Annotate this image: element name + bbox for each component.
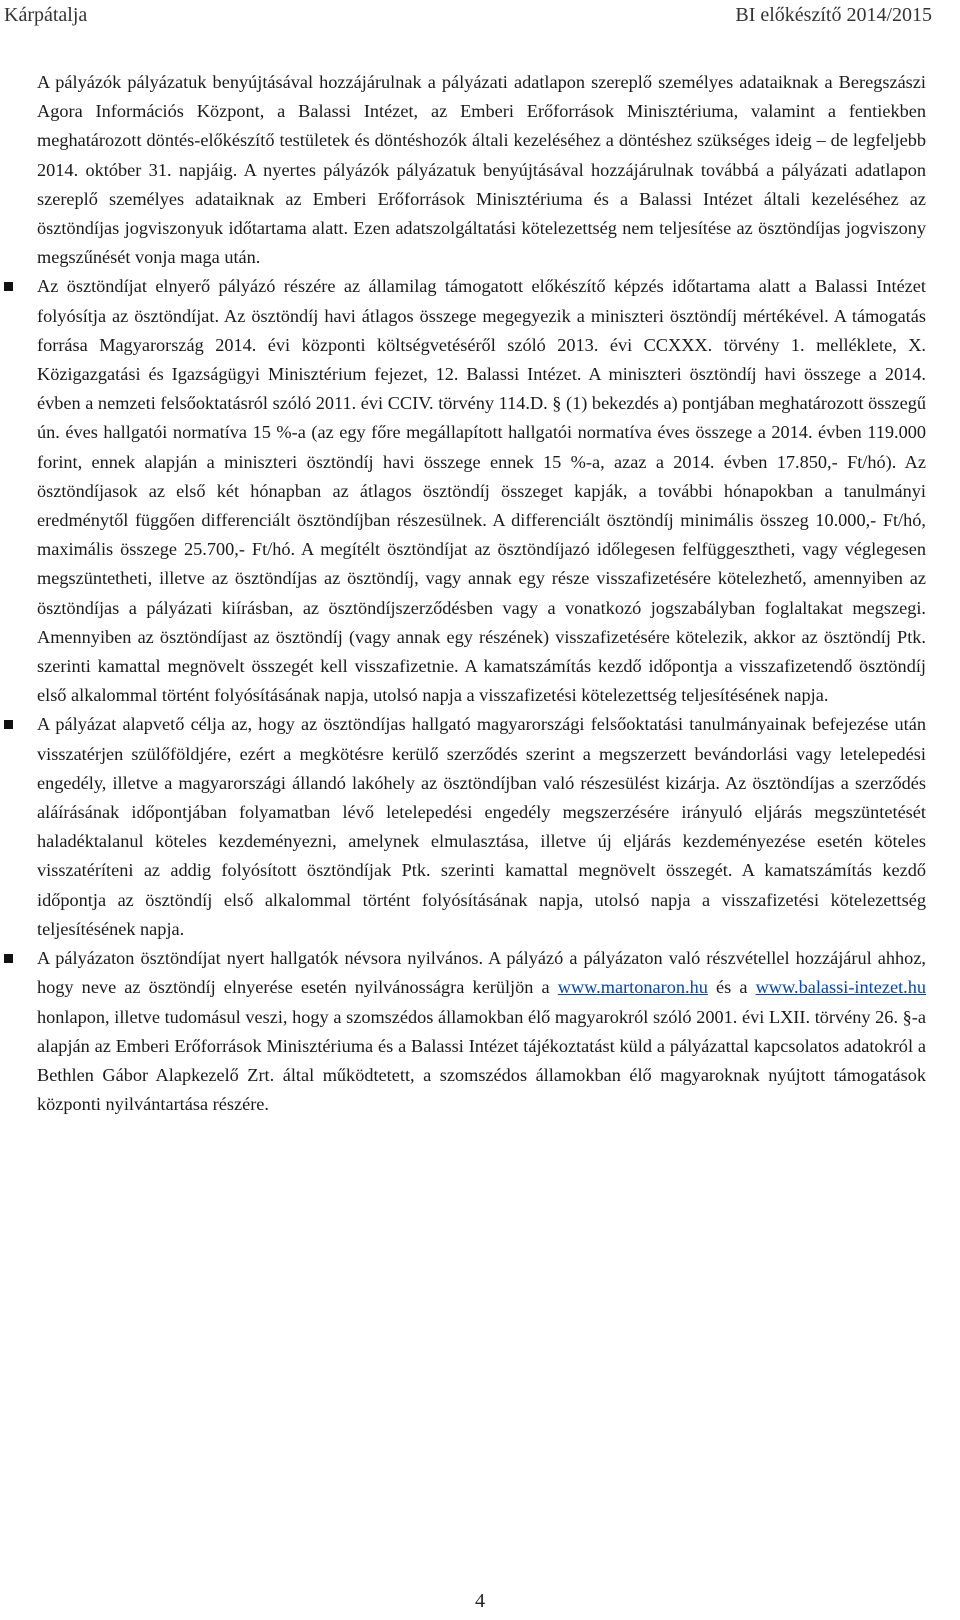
publicity-text-2: és a [716, 977, 748, 998]
bullet-paragraph-scholarship: Az ösztöndíjat elnyerő pályázó részére az államilag támogatott előkészítő képzés időtartama alatt a Balassi Intézet folyósítja az ösztöndíjat. Az ösztöndíj havi átlagos összege megegyezik a miniszteri ösztöndíj mértékével. A támogatás forrása Magyarország 2014. évi központi költségvetéséről szóló 2013. évi CCXXX. törvény 1. melléklete, X. Közigazgatási és Igazságügyi Minisztérium fejezet, 12. Balassi Intézet. A miniszteri ösztöndíj havi összege a 2014. évben a nemzeti felsőoktatásról szóló 2011. évi CCIV. törvény 114.D. § (1) bekezdés a) pontjában meghatározott összegű ún. éves hallgatói normatíva 15 %-a (az egy főre megállapított hallgatói normatíva éves összege a 2014. évben 119.000 forint, ennek alapján a miniszteri ösztöndíj havi összege ennek 15 %-a, azaz a 2014. évben 17.850,- Ft/hó). Az ösztöndíjasok az első két hónapban az átlagos ösztöndíj összeget kapják, a további hónapokban a tanulmányi eredménytől függően differenciált ösztöndíjban részesülnek. A differenciált ösztöndíj minimális összeg 10.000,- Ft/hó, maximális összege 25.700,- Ft/hó. A megítélt ösztöndíjat az ösztöndíjazó időlegesen felfüggesztheti, vagy véglegesen megszüntetheti, illetve az ösztöndíjas az ösztöndíj, vagy annak egy része visszafizetésére kötelezhető, amennyiben az ösztöndíjas a pályázati kiírásban, az ösztöndíjszerződésben vagy a vonatkozó jogszabályban foglaltakat megszegi. Amennyiben az ösztöndíjast az ösztöndíj (vagy annak egy részének) visszafizetésére kötelezik, akkor az ösztöndíj Ptk. szerinti kamattal megnövelt összegét kell visszafizetnie. A kamatszámítás kezdő időpontja a visszafizetendő ösztöndíj első alkalommal történt folyósításának napja, utolsó napja a visszafizetési kötelezettség teljesítésének napja. [37, 276, 926, 706]
page-header [0, 0, 960, 30]
intro-paragraph: A pályázók pályázatuk benyújtásával hozzájárulnak a pályázati adatlapon szereplő személyes adataiknak a Beregszászi Agora Információs Központ, a Balassi Intézet, az Emberi Erőforrások Minisztériuma, valamint a fentiekben meghatározott döntés-előkészítő testületek és döntéshozók általi kezeléséhez a döntéshez szükséges ideig – de legfeljebb 2014. október 31. napjáig. A nyertes pályázók pályázatuk benyújtásával hozzájárulnak továbbá a pályázati adatlapon szereplő személyes adataiknak az Emberi Erőforrások Minisztériuma és a Balassi Intézet általi kezeléséhez az ösztöndíjas jogviszonyuk időtartama alatt. Ezen adatszolgáltatási kötelezettség nem teljesítése az ösztöndíjas jogviszony megszűnését vonja maga után. [37, 72, 926, 268]
header-region: Kárpátalja [4, 4, 88, 26]
balassi-intezet-link[interactable]: www.balassi-intezet.hu [755, 977, 926, 998]
bullet-paragraph-publicity [37, 944, 926, 1119]
list-item [37, 272, 926, 710]
header-program: BI előkészítő 2014/2015 [735, 4, 932, 26]
bullet-paragraph-purpose: A pályázat alapvető célja az, hogy az ösztöndíjas hallgató magyarországi felsőoktatási tanulmányainak befejezése után visszatérjen szülőföldjére, ezért a megkötésre kerülő szerződés szerint a megszerzett bevándorlási vagy letelepedési engedély, illetve a magyarországi állandó lakóhely az ösztöndíjban való részesülést kizárja. Az ösztöndíjas a szerződés aláírásának időpontjában folyamatban lévő letelepedési engedély megszerzésére irányuló eljárás megszüntetését haladéktalanul köteles kezdeményezni, amelynek elmulasztása, illetve új eljárás kezdeményezése esetén köteles visszatéríteni az addig folyósított ösztöndíjak Ptk. szerinti kamattal megnövelt összegét. A kamatszámítás kezdő időpontja az ösztöndíj első alkalommal történt folyósításának napja, utolsó napja a visszafizetési kötelezettség teljesítésének napja. [37, 714, 926, 939]
square-bullet-icon [4, 720, 13, 729]
list-item [37, 710, 926, 944]
martonaron-link[interactable]: www.martonaron.hu [557, 977, 708, 998]
square-bullet-icon [4, 954, 13, 963]
publicity-text-3: honlapon, illetve tudomásul veszi, hogy a szomszédos államokban élő magyarokról szóló 2001. évi LXII. törvény 26. §-a alapján az Emberi Erőforrások Minisztériuma és a Balassi Intézet tájékoztatást küld a pályázattal kapcsolatos adatokról a Bethlen Gábor Alapkezelő Zrt. által működtetett, a szomszédos államokban élő magyaroknak nyújtott támogatások központi nyilvántartása részére. [37, 1006, 926, 1115]
square-bullet-icon [4, 282, 13, 291]
document-body [37, 68, 926, 1119]
list-item [37, 944, 926, 1119]
page-number: 4 [475, 1590, 485, 1612]
publicity-text-1: A pályázaton ösztöndíjat nyert hallgatók névsora nyilvános. A pályázó a pályázaton való részvétellel hozzájárul ahhoz, hogy neve az ösztöndíj elnyerése esetén nyilvánosságra kerüljön a [37, 948, 926, 998]
